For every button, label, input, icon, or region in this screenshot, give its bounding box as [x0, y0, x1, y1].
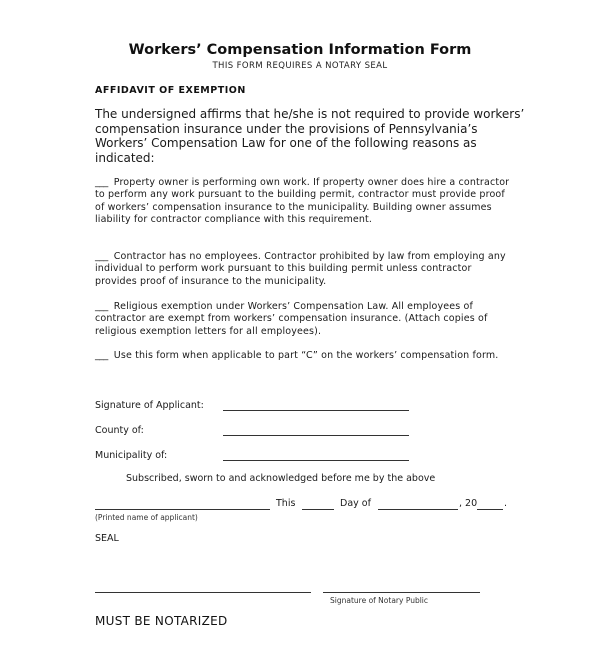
checkbox-blank[interactable]: ___	[95, 251, 108, 262]
option-text: Religious exemption under Workers’ Compensation Law. All employees of contractor are exempt from workers’ compensation insurance. (Attach copies of religious exemption letters for all employees).	[95, 301, 488, 337]
printed-name-field[interactable]	[95, 509, 270, 510]
option-religious-exemption	[95, 301, 515, 338]
checkbox-blank[interactable]: ___	[95, 350, 108, 361]
seal-signature-line[interactable]	[95, 592, 311, 593]
month-field[interactable]	[378, 509, 458, 510]
option-property-owner	[95, 177, 515, 226]
signature-field[interactable]	[223, 410, 409, 411]
form-subtitle: THIS FORM REQUIRES A NOTARY SEAL	[212, 61, 388, 71]
intro-paragraph: The undersigned affirms that he/she is not required to provide workers’ compensation insurance under the provisions of Pennsylvania’s Workers’ Compensation Law for one of the following reasons as indicated:	[95, 107, 525, 165]
signature-label: Signature of Applicant:	[95, 400, 204, 411]
municipality-label: Municipality of:	[95, 450, 168, 461]
section-heading: AFFIDAVIT OF EXEMPTION	[95, 85, 246, 96]
year-field[interactable]	[477, 509, 503, 510]
notary-signature-field[interactable]	[323, 592, 480, 593]
option-no-employees	[95, 251, 515, 288]
checkbox-blank[interactable]: ___	[95, 177, 108, 188]
seal-label: SEAL	[95, 533, 119, 544]
year-prefix-label: , 20	[459, 498, 478, 509]
notary-signature-caption: Signature of Notary Public	[330, 596, 429, 605]
subscribed-statement: Subscribed, sworn to and acknowledged before me by the above	[126, 473, 436, 484]
option-text: Contractor has no employees. Contractor prohibited by law from employing any individual to perform work pursuant to this building permit unless contractor provides proof of insurance to the municipality.	[95, 251, 506, 287]
option-text: Use this form when applicable to part “C” on the workers’ compensation form.	[113, 350, 499, 361]
option-text: Property owner is performing own work. If property owner does hire a contractor to perform any work pursuant to the building permit, contractor must provide proof of workers’ compensation insurance to the municipality. Building owner assumes liability for contractor compliance with this requirement.	[95, 177, 510, 225]
municipality-field[interactable]	[223, 460, 409, 461]
county-label: County of:	[95, 425, 144, 436]
form-title: Workers’ Compensation Information Form	[128, 42, 472, 58]
printed-name-caption: (Printed name of applicant)	[95, 513, 198, 522]
county-field[interactable]	[223, 435, 409, 436]
day-number-field[interactable]	[302, 509, 334, 510]
option-part-c	[95, 350, 515, 362]
this-label: This	[276, 498, 296, 509]
checkbox-blank[interactable]: ___	[95, 301, 108, 312]
must-be-notarized: MUST BE NOTARIZED	[95, 614, 228, 628]
period-mark: .	[504, 498, 508, 509]
day-of-label: Day of	[340, 498, 371, 509]
